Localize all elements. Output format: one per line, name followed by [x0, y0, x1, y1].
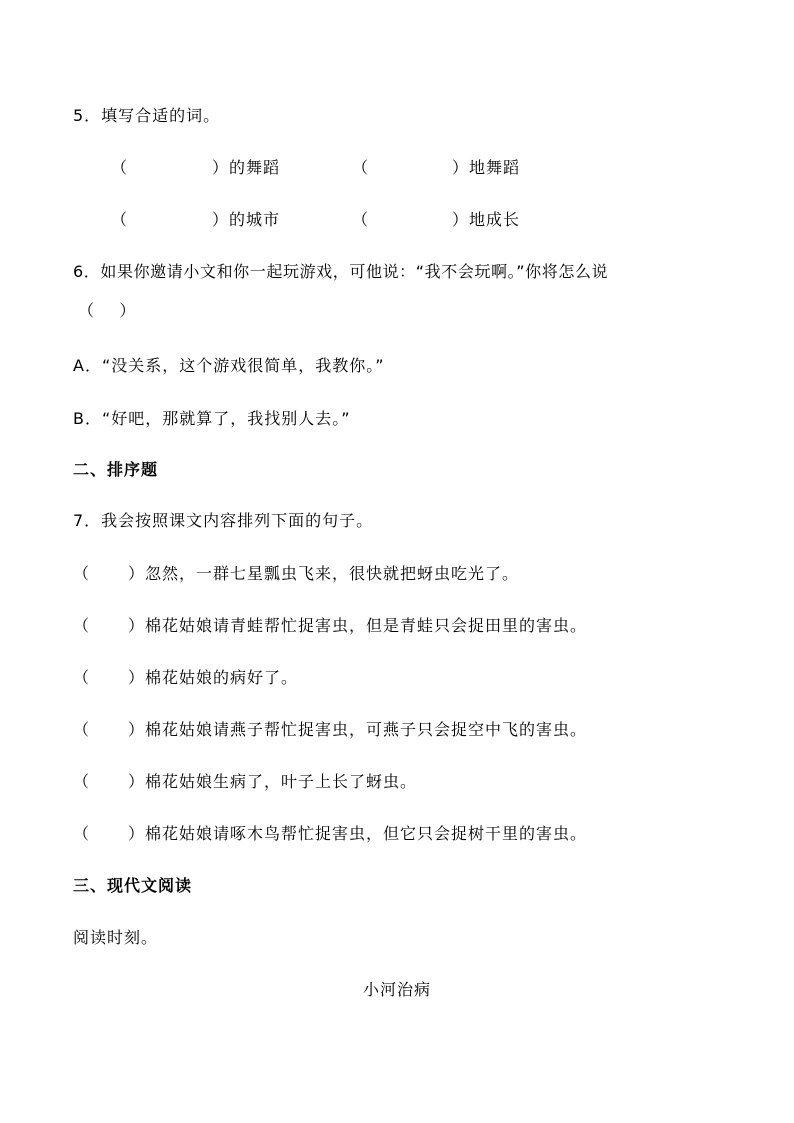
sort-item: ）棉花姑娘的病好了。 [128, 668, 299, 687]
question-5-stem: 5．填写合适的词。 [73, 106, 221, 125]
sort-item: ）棉花姑娘请啄木鸟帮忙捉害虫，但它只会捉树干里的害虫。 [128, 824, 588, 843]
sort-item: ）棉花姑娘生病了，叶子上长了蚜虫。 [128, 772, 418, 791]
reading-intro: 阅读时刻。 [73, 928, 159, 947]
sort-paren-open: （ [73, 824, 90, 843]
sort-item: ）棉花姑娘请燕子帮忙捉害虫，可燕子只会捉空中飞的害虫。 [128, 720, 588, 739]
blank-open-paren: （ [111, 210, 128, 229]
sort-paren-open: （ [73, 720, 90, 739]
sort-paren-open: （ [73, 772, 90, 791]
sort-item: ）忽然，一群七星瓢虫飞来，很快就把蚜虫吃光了。 [128, 564, 520, 583]
sort-item: ）棉花姑娘请青蛙帮忙捉害虫，但是青蛙只会捉田里的害虫。 [128, 616, 588, 635]
question-7-stem: 7．我会按照课文内容排列下面的句子。 [73, 511, 374, 530]
blank-open-paren: （ [352, 158, 369, 177]
blank-suffix: ）的城市 [212, 210, 281, 229]
option-a: A．“没关系，这个游戏很简单，我教你。” [73, 356, 385, 375]
question-6-stem: 6．如果你邀请小文和你一起玩游戏，可他说：“我不会玩啊。”你将怎么说 [73, 262, 609, 281]
blank-open-paren: （ [111, 158, 128, 177]
passage-title: 小河治病 [362, 980, 431, 999]
option-b: B．“好吧，那就算了，我找别人去。” [73, 409, 351, 428]
blank-suffix: ）地舞蹈 [452, 158, 521, 177]
sort-paren-open: （ [73, 564, 90, 583]
answer-paren: （ ） [78, 301, 137, 320]
section-2-heading: 二、排序题 [73, 460, 159, 479]
sort-paren-open: （ [73, 668, 90, 687]
blank-open-paren: （ [352, 210, 369, 229]
blank-suffix: ）地成长 [452, 210, 521, 229]
section-3-heading: 三、现代文阅读 [73, 876, 193, 895]
blank-suffix: ）的舞蹈 [212, 158, 281, 177]
sort-paren-open: （ [73, 616, 90, 635]
